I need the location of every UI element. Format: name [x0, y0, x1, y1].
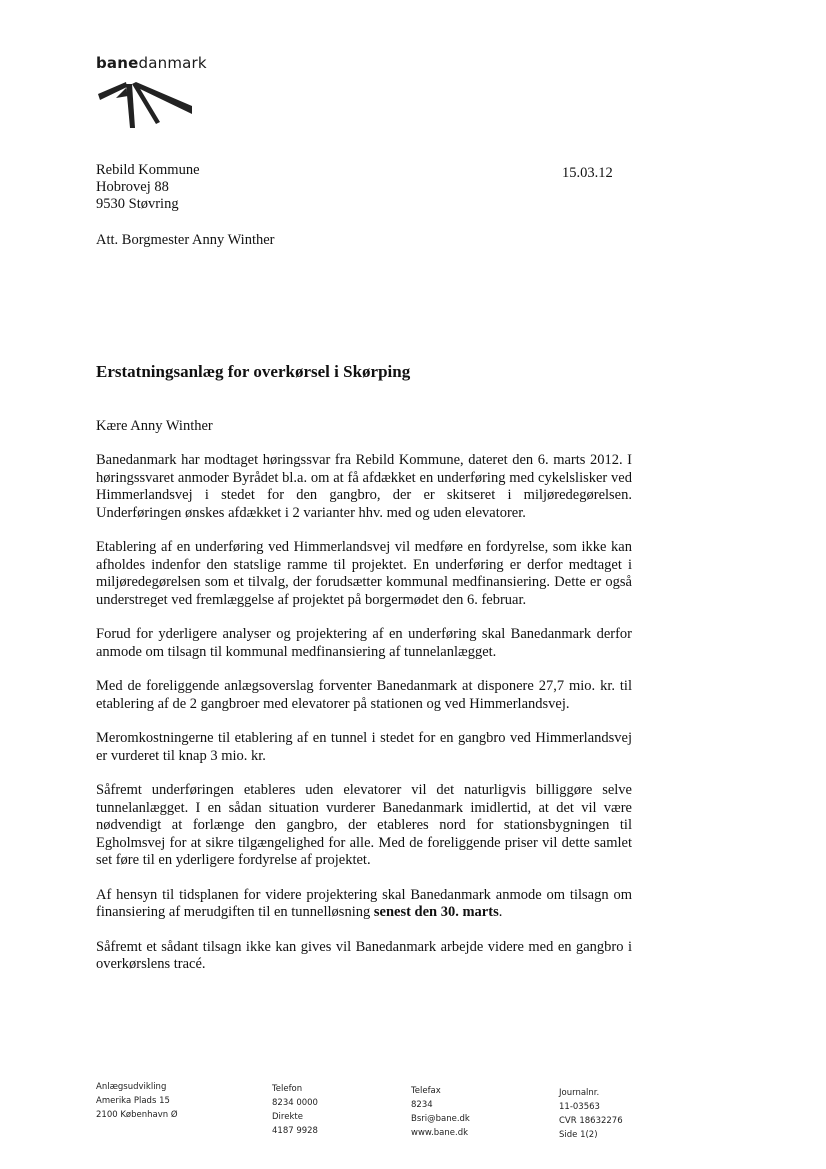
company-logo [96, 54, 207, 72]
paragraph: Meromkostningerne til etablering af en tunnel i stedet for en gangbro ved Himmerlandsvej er vurderet til knap 3 mio. kr. [96, 730, 632, 764]
paragraph: Såfremt et sådant tilsagn ikke kan gives vil Banedanmark arbejde videre med en gangbro i overkørslens tracé. [96, 938, 632, 972]
footer-text: Anlægsudvikling [96, 1082, 167, 1092]
footer-text: Journalnr. [559, 1088, 600, 1098]
footer-text: Telefon [272, 1084, 303, 1094]
paragraph-end: . [498, 904, 503, 920]
footer-website[interactable]: www.bane.dk [411, 1128, 469, 1138]
footer-text: 4187 9928 [272, 1126, 318, 1136]
footer-text: 11-03563 [559, 1102, 600, 1112]
footer-text: 2100 København Ø [96, 1110, 178, 1120]
logo-wordmark [96, 54, 207, 72]
paragraph: Etablering af en underføring ved Himmerlandsvej vil medføre en fordyrelse, som ikke kan afholdes indenfor den statslige ramme til projektet. En underføring er derfor medtaget i miljøredegørelsen som et tilvalg, der forudsætter kommunal medfinansiering. Dette er også understreget ved fremlæggelse af projektet på borgermødet den 6. februar. [96, 539, 632, 608]
footer-phone [272, 1082, 318, 1138]
letter-body [96, 452, 632, 991]
footer-text: Telefax [411, 1086, 441, 1096]
banedanmark-rail-logo-icon [96, 78, 196, 130]
footer-text: Direkte [272, 1112, 303, 1122]
footer-text: Amerika Plads 15 [96, 1096, 170, 1106]
paragraph-deadline [96, 887, 632, 922]
logo-wordmark-bold: bane [96, 54, 139, 72]
paragraph: Forud for yderligere analyser og projektering af en underføring skal Banedanmark derfor anmode om tilsagn til kommunal medfinansiering af tunnelanlægget. [96, 626, 632, 660]
footer-text: CVR 18632276 [559, 1116, 623, 1126]
footer-email[interactable]: Bsri@bane.dk [411, 1114, 470, 1124]
paragraph-text: Af hensyn til tidsplanen for videre projektering skal Banedanmark anmode om tilsagn om finansiering af merudgiften til en tunnelløsning [96, 886, 632, 920]
footer-text: 8234 0000 [272, 1098, 318, 1108]
footer-text: 8234 [411, 1100, 433, 1110]
deadline-emphasis: senest den 30. marts [373, 904, 499, 920]
footer-journal [559, 1086, 623, 1142]
paragraph: Banedanmark har modtaget høringssvar fra Rebild Kommune, dateret den 6. marts 2012. I høringssvaret anmoder Byrådet bl.a. om at få afdækket en underføring med cykelslisker ved Himmerlandsvej i stedet for den gangbro, der er skitseret i miljøredegørelsen. Underføringen ønskes afdækket i 2 varianter hhv. med og uden elevatorer. [96, 452, 632, 521]
paragraph: Såfremt underføringen etableres uden elevatorer vil det naturligvis billiggøre selve tunnelanlægget. I en sådan situation vurderer Banedanmark imidlertid, at det vil være nødvendigt at forlænge den gangbro, der etableres nord for stationsbygningen til Egholmsvej for at sikre tilgængelighed for alle. Med de foreliggende priser vil dette samlet set føre til en yderligere fordyrelse af projektet. [96, 782, 632, 868]
recipient-line: 9530 Støvring [96, 196, 179, 212]
letter-date: 15.03.12 [562, 165, 613, 181]
attention-line: Att. Borgmester Anny Winther [96, 232, 275, 248]
footer-page-number: Side 1(2) [559, 1130, 598, 1140]
letter-subject: Erstatningsanlæg for overkørsel i Skørping [96, 362, 411, 381]
salutation: Kære Anny Winther [96, 418, 213, 434]
recipient-line: Hobrovej 88 [96, 179, 169, 195]
footer-fax [411, 1084, 470, 1140]
logo-wordmark-rest: danmark [138, 54, 207, 72]
paragraph: Med de foreliggende anlægsoverslag forventer Banedanmark at disponere 27,7 mio. kr. til etablering af de 2 gangbroer med elevatorer på stationen og ved Himmerlandsvej. [96, 678, 632, 712]
footer-address [96, 1080, 178, 1122]
recipient-line: Rebild Kommune [96, 162, 200, 178]
recipient-address [96, 162, 200, 213]
